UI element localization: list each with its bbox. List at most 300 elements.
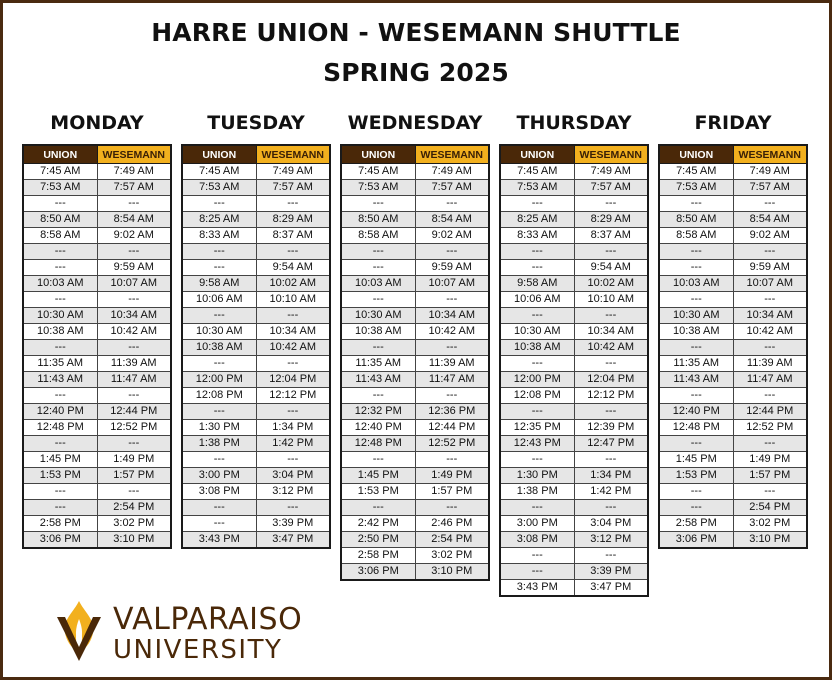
union-time-cell: --- [23,484,97,500]
wesemann-time-cell: 3:10 PM [415,564,489,581]
union-time-cell: 11:43 AM [659,372,733,388]
wesemann-time-cell: 3:02 PM [415,548,489,564]
union-time-cell: 12:00 PM [182,372,256,388]
table-row [500,452,648,468]
union-time-cell: 10:30 AM [659,308,733,324]
union-time-cell: 3:43 PM [182,532,256,549]
table-row [23,212,171,228]
table-row [659,516,807,532]
wesemann-time-cell: 9:54 AM [574,260,648,276]
wesemann-time-cell: 10:42 AM [574,340,648,356]
union-time-cell: --- [23,500,97,516]
union-time-cell: 1:45 PM [659,452,733,468]
wesemann-time-cell: 9:59 AM [733,260,807,276]
union-time-cell: --- [500,452,574,468]
union-column-header: UNION [182,145,256,164]
union-time-cell: 7:45 AM [659,164,733,180]
table-row [23,532,171,549]
union-time-cell: 10:38 AM [182,340,256,356]
wesemann-time-cell: --- [97,484,171,500]
day-column-wednesday [340,106,490,581]
union-time-cell: 11:43 AM [23,372,97,388]
union-time-cell: 12:35 PM [500,420,574,436]
table-row [182,180,330,196]
table-row [341,292,489,308]
union-time-cell: 7:53 AM [341,180,415,196]
day-column-thursday [499,106,649,597]
wesemann-time-cell: 2:54 PM [733,500,807,516]
wesemann-time-cell: 10:34 AM [97,308,171,324]
wesemann-time-cell: 9:02 AM [415,228,489,244]
table-row [23,468,171,484]
table-row [500,276,648,292]
table-row [659,532,807,549]
table-row [23,356,171,372]
wesemann-time-cell: 2:46 PM [415,516,489,532]
wesemann-time-cell: 12:36 PM [415,404,489,420]
union-time-cell: 1:53 PM [659,468,733,484]
union-time-cell: 2:58 PM [23,516,97,532]
wesemann-time-cell: 10:02 AM [574,276,648,292]
wesemann-time-cell: 1:34 PM [256,420,330,436]
wesemann-time-cell: 3:12 PM [256,484,330,500]
table-row [182,468,330,484]
wesemann-time-cell: 12:52 PM [733,420,807,436]
table-row [341,340,489,356]
table-row [23,228,171,244]
table-row [23,484,171,500]
table-row [23,308,171,324]
day-title: FRIDAY [694,112,772,134]
union-time-cell: 1:45 PM [23,452,97,468]
table-row [500,356,648,372]
wesemann-time-cell: 3:47 PM [256,532,330,549]
table-row [500,308,648,324]
page-subtitle: SPRING 2025 [323,58,509,87]
table-row [659,212,807,228]
union-time-cell: 10:38 AM [500,340,574,356]
wesemann-time-cell: 10:42 AM [97,324,171,340]
union-time-cell: 2:58 PM [341,548,415,564]
union-time-cell: --- [23,196,97,212]
table-row [341,404,489,420]
wesemann-time-cell: 10:34 AM [574,324,648,340]
wesemann-time-cell: 7:57 AM [256,180,330,196]
day-title: TUESDAY [207,112,305,134]
union-time-cell: --- [659,484,733,500]
table-row [23,340,171,356]
union-time-cell: --- [500,308,574,324]
wesemann-time-cell: 1:49 PM [97,452,171,468]
valparaiso-flame-icon [53,599,105,663]
wesemann-time-cell: 10:42 AM [733,324,807,340]
table-row [341,180,489,196]
table-row [341,164,489,180]
union-time-cell: 12:08 PM [182,388,256,404]
table-row [341,468,489,484]
table-row [500,468,648,484]
union-time-cell: --- [659,260,733,276]
wesemann-time-cell: 8:37 AM [256,228,330,244]
wesemann-time-cell: --- [574,548,648,564]
wesemann-time-cell: 10:34 AM [415,308,489,324]
wesemann-time-cell: 10:10 AM [574,292,648,308]
wesemann-time-cell: 3:10 PM [733,532,807,549]
wesemann-time-cell: --- [574,196,648,212]
wesemann-time-cell: --- [415,452,489,468]
union-time-cell: --- [659,292,733,308]
table-row [182,436,330,452]
table-row [182,260,330,276]
union-time-cell: --- [500,564,574,580]
union-time-cell: 9:58 AM [500,276,574,292]
wesemann-time-cell: --- [256,308,330,324]
wesemann-time-cell: --- [574,244,648,260]
wesemann-time-cell: 3:10 PM [97,532,171,549]
wesemann-time-cell: 11:47 AM [97,372,171,388]
wesemann-time-cell: 8:37 AM [574,228,648,244]
wesemann-time-cell: 10:34 AM [256,324,330,340]
wesemann-time-cell: 10:34 AM [733,308,807,324]
union-time-cell: 1:38 PM [500,484,574,500]
schedule-table [499,144,649,597]
table-row [500,260,648,276]
wesemann-time-cell: --- [256,196,330,212]
table-row [23,372,171,388]
union-time-cell: 12:48 PM [23,420,97,436]
wesemann-time-cell: 3:47 PM [574,580,648,597]
table-row [182,452,330,468]
union-time-cell: 10:30 AM [23,308,97,324]
table-row [341,212,489,228]
union-time-cell: 8:25 AM [182,212,256,228]
wesemann-time-cell: 1:42 PM [574,484,648,500]
wesemann-time-cell: 11:47 AM [733,372,807,388]
table-row [500,212,648,228]
table-row [341,484,489,500]
wesemann-time-cell: 1:49 PM [733,452,807,468]
day-title: MONDAY [50,112,144,134]
wesemann-time-cell: --- [415,500,489,516]
union-time-cell: 10:38 AM [659,324,733,340]
union-time-cell: 7:53 AM [659,180,733,196]
union-time-cell: --- [182,452,256,468]
wesemann-time-cell: --- [256,452,330,468]
table-row [23,404,171,420]
wesemann-time-cell: 7:49 AM [574,164,648,180]
table-row [182,356,330,372]
wesemann-time-cell: --- [97,244,171,260]
table-row [659,180,807,196]
table-row [23,452,171,468]
wesemann-time-cell: 12:52 PM [97,420,171,436]
union-time-cell: --- [23,436,97,452]
table-row [341,516,489,532]
union-time-cell: --- [182,356,256,372]
union-time-cell: --- [182,196,256,212]
wesemann-time-cell: 10:42 AM [256,340,330,356]
union-time-cell: --- [23,244,97,260]
table-row [341,324,489,340]
union-time-cell: 7:45 AM [341,164,415,180]
day-column-friday [658,106,808,549]
wesemann-time-cell: 12:47 PM [574,436,648,452]
wesemann-time-cell: 7:49 AM [733,164,807,180]
table-row [500,436,648,452]
union-time-cell: 3:08 PM [182,484,256,500]
table-row [500,196,648,212]
wesemann-time-cell: 10:42 AM [415,324,489,340]
wesemann-time-cell: 1:34 PM [574,468,648,484]
table-row [23,420,171,436]
table-row [659,372,807,388]
union-time-cell: 8:58 AM [23,228,97,244]
table-row [23,436,171,452]
table-row [182,484,330,500]
wesemann-time-cell: 8:54 AM [415,212,489,228]
union-time-cell: --- [341,196,415,212]
table-row [500,404,648,420]
union-time-cell: 11:43 AM [341,372,415,388]
table-row [659,500,807,516]
union-time-cell: 7:53 AM [23,180,97,196]
wesemann-time-cell: --- [733,340,807,356]
table-row [500,532,648,548]
union-time-cell: 12:40 PM [23,404,97,420]
table-row [23,244,171,260]
wesemann-time-cell: --- [733,196,807,212]
wesemann-time-cell: 8:29 AM [256,212,330,228]
union-time-cell: 3:00 PM [182,468,256,484]
logo-text-valparaiso: VALPARAISO [113,602,303,637]
table-row [341,196,489,212]
union-time-cell: 1:53 PM [23,468,97,484]
table-row [659,276,807,292]
table-row [23,196,171,212]
table-row [182,276,330,292]
union-time-cell: --- [659,500,733,516]
wesemann-column-header: WESEMANN [256,145,330,164]
union-time-cell: 1:30 PM [182,420,256,436]
union-time-cell: 3:00 PM [500,516,574,532]
wesemann-time-cell: --- [574,500,648,516]
table-row [182,164,330,180]
table-row [659,324,807,340]
wesemann-time-cell: --- [574,452,648,468]
table-row [182,244,330,260]
union-time-cell: 9:58 AM [182,276,256,292]
university-logo [53,599,313,667]
table-row [500,420,648,436]
wesemann-time-cell: 12:12 PM [574,388,648,404]
wesemann-time-cell: 3:04 PM [256,468,330,484]
table-row [182,308,330,324]
table-row [659,292,807,308]
table-row [500,484,648,500]
table-row [500,372,648,388]
wesemann-time-cell: 9:59 AM [97,260,171,276]
union-time-cell: --- [659,244,733,260]
wesemann-column-header: WESEMANN [733,145,807,164]
union-column-header: UNION [23,145,97,164]
union-time-cell: 8:25 AM [500,212,574,228]
union-time-cell: 2:42 PM [341,516,415,532]
union-time-cell: 2:50 PM [341,532,415,548]
table-row [500,516,648,532]
wesemann-time-cell: 12:52 PM [415,436,489,452]
day-column-monday [22,106,172,549]
table-row [23,388,171,404]
table-row [659,308,807,324]
schedule-table [181,144,331,549]
wesemann-column-header: WESEMANN [97,145,171,164]
wesemann-time-cell: --- [256,356,330,372]
union-time-cell: 2:58 PM [659,516,733,532]
wesemann-time-cell: 11:39 AM [415,356,489,372]
table-row [341,548,489,564]
table-row [500,580,648,597]
table-row [659,404,807,420]
table-row [341,228,489,244]
table-row [182,196,330,212]
table-row [659,388,807,404]
wesemann-time-cell: --- [733,436,807,452]
table-row [500,228,648,244]
wesemann-time-cell: --- [574,308,648,324]
wesemann-time-cell: 12:44 PM [97,404,171,420]
union-time-cell: --- [659,436,733,452]
union-time-cell: --- [500,548,574,564]
union-time-cell: --- [23,388,97,404]
table-row [659,340,807,356]
wesemann-time-cell: --- [733,244,807,260]
union-time-cell: 10:06 AM [182,292,256,308]
union-time-cell: --- [182,260,256,276]
union-time-cell: 7:45 AM [182,164,256,180]
table-row [341,356,489,372]
wesemann-time-cell: 9:59 AM [415,260,489,276]
wesemann-time-cell: 12:04 PM [256,372,330,388]
table-row [500,340,648,356]
table-row [659,228,807,244]
union-time-cell: --- [500,356,574,372]
wesemann-time-cell: --- [733,484,807,500]
wesemann-time-cell: 7:49 AM [415,164,489,180]
table-row [182,500,330,516]
union-time-cell: --- [23,340,97,356]
table-row [23,180,171,196]
union-time-cell: 8:58 AM [341,228,415,244]
wesemann-time-cell: 7:57 AM [733,180,807,196]
table-row [23,164,171,180]
union-time-cell: 12:40 PM [659,404,733,420]
wesemann-time-cell: 7:57 AM [574,180,648,196]
table-row [182,388,330,404]
union-time-cell: --- [341,388,415,404]
union-time-cell: --- [182,308,256,324]
wesemann-time-cell: 3:02 PM [97,516,171,532]
union-time-cell: --- [182,244,256,260]
union-time-cell: 1:38 PM [182,436,256,452]
table-row [500,548,648,564]
union-time-cell: 8:50 AM [659,212,733,228]
wesemann-time-cell: --- [256,244,330,260]
table-row [182,292,330,308]
wesemann-time-cell: 1:57 PM [733,468,807,484]
union-time-cell: 10:30 AM [500,324,574,340]
union-time-cell: --- [341,452,415,468]
union-time-cell: --- [341,292,415,308]
wesemann-time-cell: 11:39 AM [733,356,807,372]
table-row [500,180,648,196]
table-row [659,356,807,372]
table-row [341,420,489,436]
union-time-cell: --- [500,196,574,212]
page-title: HARRE UNION - WESEMANN SHUTTLE [151,18,681,47]
union-time-cell: --- [659,340,733,356]
day-title: THURSDAY [516,112,632,134]
union-time-cell: 1:53 PM [341,484,415,500]
union-time-cell: --- [659,388,733,404]
wesemann-time-cell: --- [733,292,807,308]
wesemann-time-cell: 3:04 PM [574,516,648,532]
union-time-cell: 7:45 AM [23,164,97,180]
union-time-cell: --- [500,244,574,260]
union-time-cell: --- [341,340,415,356]
table-row [182,372,330,388]
wesemann-time-cell: 11:39 AM [97,356,171,372]
wesemann-column-header: WESEMANN [574,145,648,164]
wesemann-time-cell: 7:57 AM [97,180,171,196]
union-time-cell: --- [341,244,415,260]
day-title: WEDNESDAY [347,112,483,134]
wesemann-time-cell: 8:54 AM [97,212,171,228]
wesemann-time-cell: --- [97,340,171,356]
wesemann-time-cell: --- [415,388,489,404]
wesemann-time-cell: 12:12 PM [256,388,330,404]
schedule-table [22,144,172,549]
wesemann-time-cell: 7:57 AM [415,180,489,196]
wesemann-time-cell: --- [415,196,489,212]
union-time-cell: 12:00 PM [500,372,574,388]
schedule-table [340,144,490,581]
day-column-tuesday [181,106,331,549]
union-time-cell: --- [182,516,256,532]
table-row [182,420,330,436]
union-time-cell: 10:03 AM [659,276,733,292]
wesemann-time-cell: 10:02 AM [256,276,330,292]
table-row [23,324,171,340]
wesemann-time-cell: --- [256,500,330,516]
table-row [659,164,807,180]
union-time-cell: 8:33 AM [500,228,574,244]
union-time-cell: 8:58 AM [659,228,733,244]
union-time-cell: 3:43 PM [500,580,574,597]
union-time-cell: --- [23,260,97,276]
table-row [659,452,807,468]
wesemann-time-cell: 10:07 AM [733,276,807,292]
table-row [659,196,807,212]
union-time-cell: --- [659,196,733,212]
table-row [500,324,648,340]
table-row [341,436,489,452]
wesemann-time-cell: 3:02 PM [733,516,807,532]
union-time-cell: --- [500,260,574,276]
table-row [659,484,807,500]
table-row [341,388,489,404]
wesemann-time-cell: 7:49 AM [97,164,171,180]
wesemann-time-cell: 3:39 PM [256,516,330,532]
